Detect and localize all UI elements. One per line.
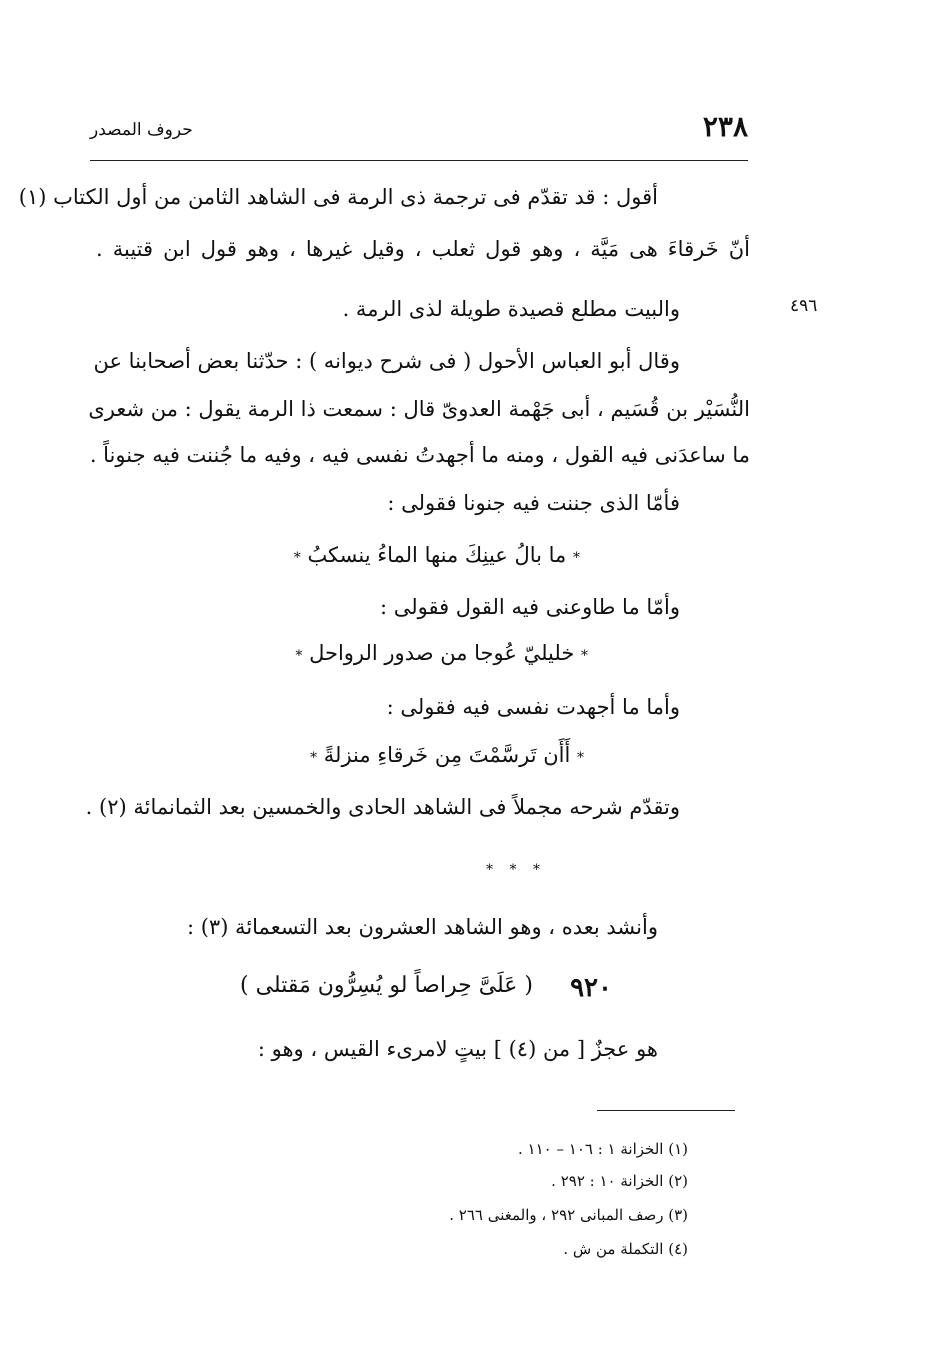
section-title: حروف المصدر — [90, 120, 193, 140]
verse-line — [310, 740, 584, 773]
margin-page-number: ٤٩٦ — [790, 296, 818, 316]
footnote: (١) الخزانة ١ : ١٠٦ – ١١٠ . — [518, 1140, 688, 1158]
footnote: (٣) رصف المبانى ٢٩٢ ، والمغنى ٢٦٦ . — [449, 1206, 688, 1224]
verse-star: * — [577, 750, 584, 766]
footnote: (٤) التكملة من ش . — [563, 1240, 688, 1258]
running-head — [90, 110, 748, 160]
entry-verse: ( عَلَىَّ حِراصاً لو يُسِرُّون مَقتلى ) — [240, 973, 534, 998]
verse-text: أَأَن تَرسَّمْتَ مِن خَرقاءِ منزلةً — [323, 743, 571, 767]
footnote: (٢) الخزانة ١٠ : ٢٩٢ . — [551, 1172, 688, 1190]
paragraph-line: النُّسَيْر بن قُسَيم ، أبى جَهْمة العدوىّ قال : سمعت ذا الرمة يقول : من شعرى — [88, 397, 750, 421]
verse-star: * — [581, 648, 588, 664]
paragraph-line: وتقدّم شرحه مجملاً فى الشاهد الحادى والخمسين بعد الثمانمائة (٢) . — [85, 795, 680, 819]
paragraph-line: أقول : قد تقدّم فى ترجمة ذى الرمة فى الشاهد الثامن من أول الكتاب (١) — [18, 185, 658, 209]
page-number: ٢٣٨ — [702, 110, 748, 143]
verse-line — [294, 540, 580, 573]
verse-star: * — [573, 550, 580, 566]
verse-star: * — [293, 550, 301, 566]
paragraph-line: هو عجزٌ [ من (٤) ] بيتٍ لامرىء القيس ، وهو : — [257, 1037, 658, 1061]
footnote-rule — [597, 1110, 735, 1111]
verse-star: * — [310, 750, 318, 766]
paragraph-line: وأنشد بعده ، وهو الشاهد العشرون بعد التسعمائة (٣) : — [186, 915, 658, 939]
entry-number: ٩٢٠ — [570, 973, 612, 1003]
paragraph-line: فأمّا الذى جننت فيه جنونا فقولى : — [387, 491, 680, 515]
paragraph-line: وأمّا ما طاوعنى فيه القول فقولى : — [379, 595, 680, 619]
verse-star: * — [295, 648, 303, 664]
verse-text: خليليّ عُوجا من صدور الرواحل — [309, 641, 575, 665]
paragraph-line: أنّ خَرقاءَ هى مَيَّة ، وهو قول ثعلب ، وقيل غيرها ، وهو قول ابن قتيبة . — [96, 237, 750, 261]
verse-text: ما بالُ عينِكَ منها الماءُ ينسكبُ — [307, 543, 567, 567]
paragraph-line: والبيت مطلع قصيدة طويلة لذى الرمة . — [342, 297, 680, 321]
section-separator: * * * — [486, 862, 546, 878]
paragraph-line: وأما ما أجهدت نفسى فيه فقولى : — [386, 695, 680, 719]
paragraph-line: وقال أبو العباس الأحول ( فى شرح ديوانه ) : حدّثنا بعض أصحابنا عن — [93, 349, 680, 373]
paragraph-line: ما ساعدَنى فيه القول ، ومنه ما أجهدتُ نفسى فيه ، وفيه ما جُننت فيه جنوناً . — [89, 443, 750, 467]
verse-line — [295, 638, 588, 671]
header-rule — [90, 160, 748, 161]
